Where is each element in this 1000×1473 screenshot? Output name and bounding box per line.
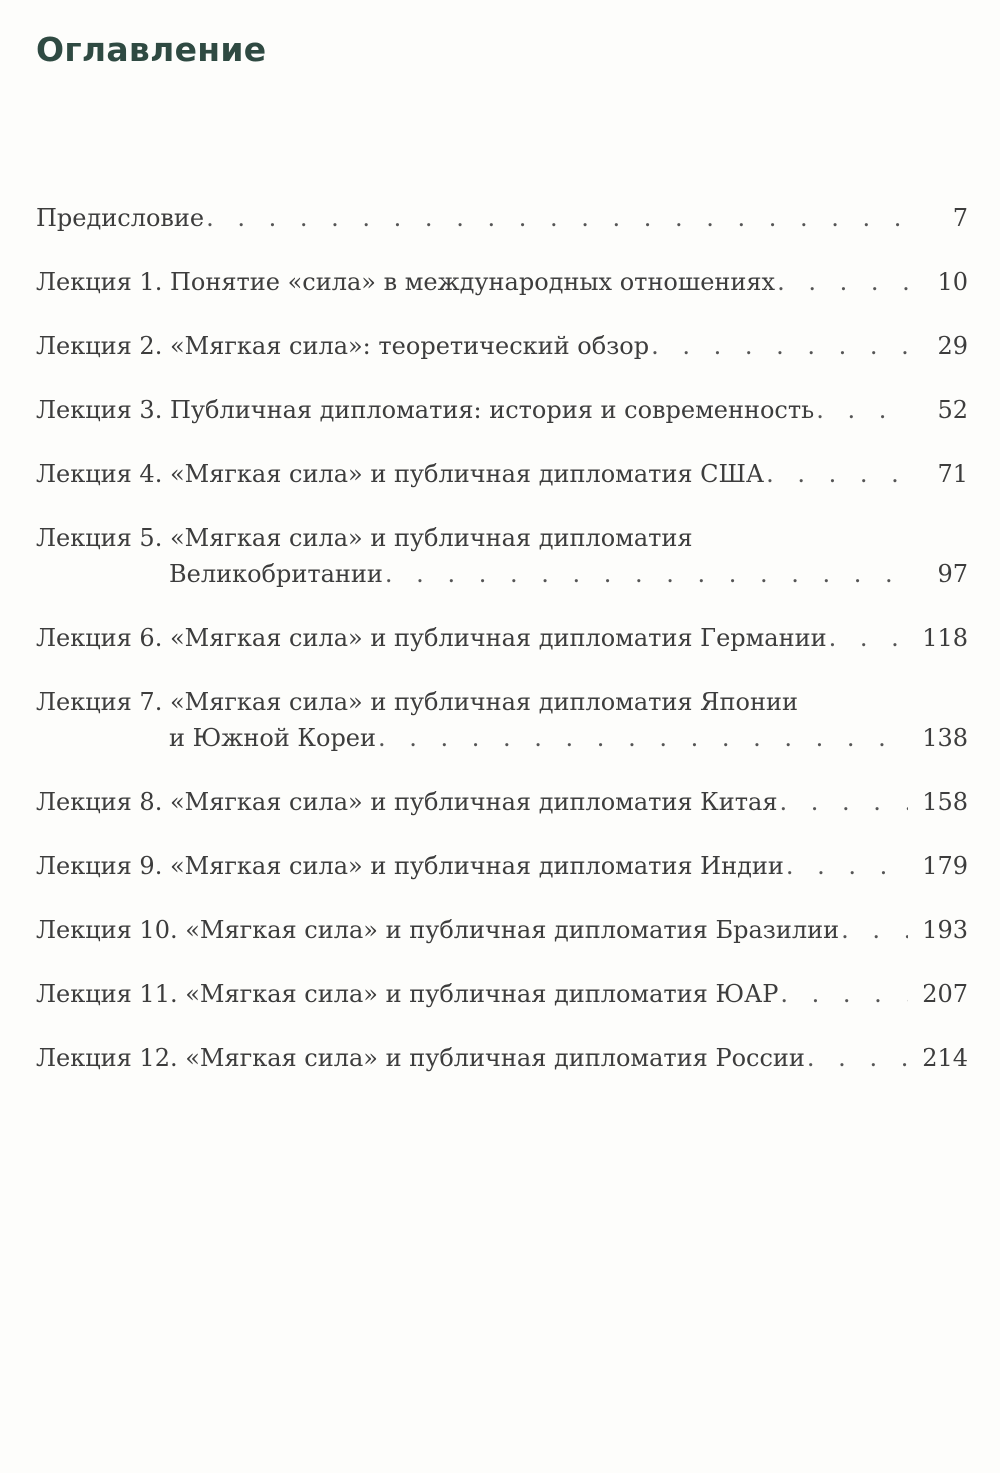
toc-entry-title: Лекция 7. «Мягкая сила» и публичная дипломатия Японии — [36, 688, 798, 716]
toc-entry-lecture-4[interactable] — [36, 456, 968, 492]
toc-entry-title: Лекция 2. «Мягкая сила»: теоретический обзор — [36, 332, 650, 360]
dot-leader — [206, 200, 908, 236]
toc-page-number: 7 — [952, 204, 968, 232]
toc-page-number: 193 — [922, 916, 968, 944]
dot-leader — [766, 456, 908, 492]
dot-leader — [779, 784, 908, 820]
toc-entry-lecture-11[interactable] — [36, 976, 968, 1012]
table-of-contents — [36, 200, 968, 1104]
page-title: Оглавление — [36, 30, 267, 69]
toc-entry-lecture-5[interactable] — [36, 520, 968, 592]
toc-entry-title: Предисловие — [36, 204, 205, 232]
dot-leader — [807, 1040, 908, 1076]
toc-entry-title: Лекция 5. «Мягкая сила» и публичная дипломатия — [36, 524, 693, 552]
toc-entry-title-continuation: Великобритании — [169, 560, 383, 588]
toc-entry-title-continuation: и Южной Кореи — [169, 724, 376, 752]
toc-entry-lecture-6[interactable] — [36, 620, 968, 656]
dot-leader — [378, 720, 908, 756]
dot-leader — [786, 848, 908, 884]
dot-leader — [777, 264, 908, 300]
toc-entry-title: Лекция 12. «Мягкая сила» и публичная дипломатия России — [36, 1044, 805, 1072]
toc-page-number: 52 — [937, 396, 968, 424]
toc-entry-lecture-1[interactable] — [36, 264, 968, 300]
toc-entry-title: Лекция 6. «Мягкая сила» и публичная дипломатия Германии — [36, 624, 827, 652]
toc-page-number: 71 — [937, 460, 968, 488]
toc-entry-lecture-2[interactable] — [36, 328, 968, 364]
toc-page-number: 118 — [922, 624, 968, 652]
toc-entry-lecture-12[interactable] — [36, 1040, 968, 1076]
toc-entry-title: Лекция 11. «Мягкая сила» и публичная дипломатия ЮАР — [36, 980, 779, 1008]
toc-entry-lecture-9[interactable] — [36, 848, 968, 884]
toc-entry-title: Лекция 9. «Мягкая сила» и публичная дипломатия Индии — [36, 852, 784, 880]
toc-page-number: 29 — [937, 332, 968, 360]
dot-leader — [816, 392, 908, 428]
dot-leader — [780, 976, 908, 1012]
dot-leader — [829, 620, 908, 656]
toc-entry-preface[interactable] — [36, 200, 968, 236]
dot-leader — [651, 328, 908, 364]
toc-entry-lecture-7[interactable] — [36, 684, 968, 756]
dot-leader — [841, 912, 908, 948]
toc-entry-lecture-10[interactable] — [36, 912, 968, 948]
toc-page-number: 158 — [922, 788, 968, 816]
toc-entry-title: Лекция 8. «Мягкая сила» и публичная дипломатия Китая — [36, 788, 778, 816]
toc-entry-title: Лекция 3. Публичная дипломатия: история и современность — [36, 396, 815, 424]
toc-page-number: 214 — [922, 1044, 968, 1072]
toc-entry-lecture-3[interactable] — [36, 392, 968, 428]
toc-page-number: 97 — [937, 560, 968, 588]
toc-page-number: 179 — [922, 852, 968, 880]
dot-leader — [385, 556, 908, 592]
toc-entry-title: Лекция 4. «Мягкая сила» и публичная дипломатия США — [36, 460, 765, 488]
toc-entry-lecture-8[interactable] — [36, 784, 968, 820]
toc-page-number: 207 — [922, 980, 968, 1008]
toc-entry-title: Лекция 1. Понятие «сила» в международных отношениях — [36, 268, 776, 296]
toc-page-number: 10 — [937, 268, 968, 296]
toc-page-number: 138 — [922, 724, 968, 752]
toc-entry-title: Лекция 10. «Мягкая сила» и публичная дипломатия Бразилии — [36, 916, 840, 944]
